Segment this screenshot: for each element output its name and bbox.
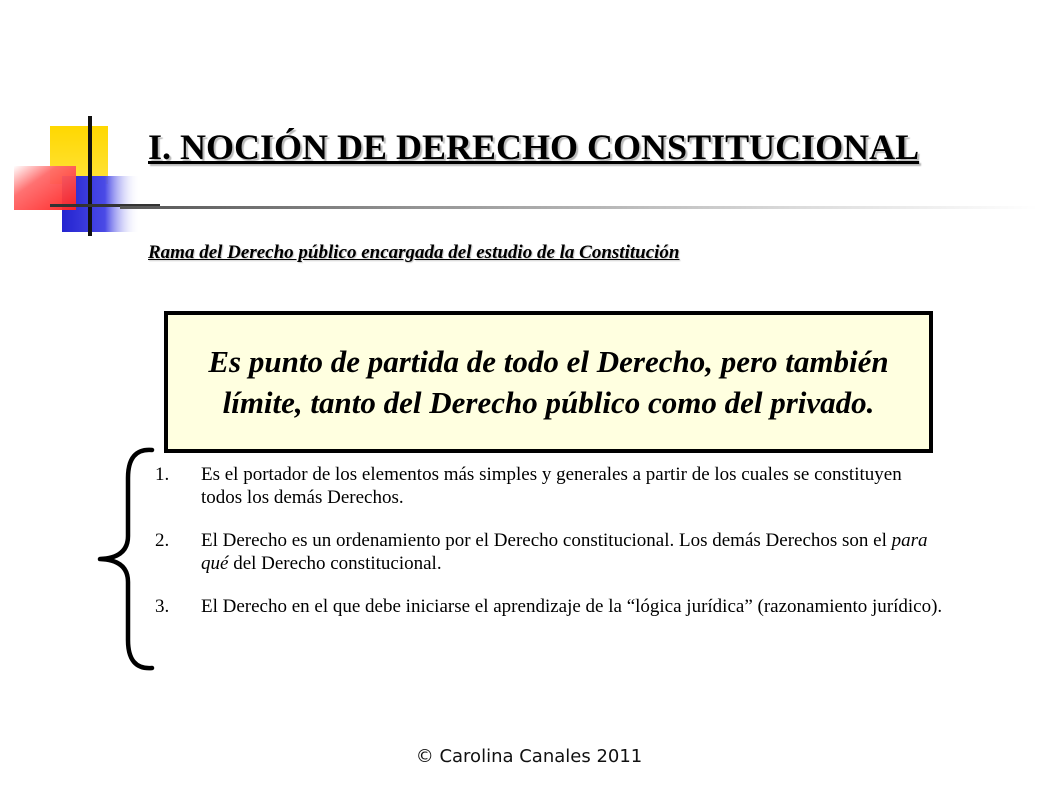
slide-subtitle: Rama del Derecho público encargada del estudio de la Constitución [148, 242, 680, 263]
characteristics-list [155, 463, 945, 638]
list-item-text: Es el portador de los elementos más simples y generales a partir de los cuales se constituyen todos los demás Derechos. [201, 464, 902, 508]
decor-red-square [14, 166, 76, 210]
list-item-text-after: del Derecho constitucional. [228, 553, 442, 574]
list-item [155, 463, 945, 509]
list-item-text: El Derecho en el que debe iniciarse el aprendizaje de la “lógica jurídica” (razonamiento jurídico). [201, 596, 943, 617]
callout-box [164, 311, 933, 453]
list-item-emphasis: para qué [201, 530, 928, 574]
decorative-squares-logo [0, 0, 160, 250]
list-item-number: 1. [155, 464, 170, 485]
list-item-number: 2. [155, 530, 170, 551]
list-item [155, 529, 945, 575]
decor-vertical-line [88, 116, 92, 236]
list-item [155, 595, 945, 618]
list-item-text-before: El Derecho es un ordenamiento por el Derecho constitucional. Los demás Derechos son el [201, 530, 892, 551]
title-divider [120, 206, 1038, 209]
list-item-text [201, 530, 928, 574]
left-brace-icon [88, 446, 158, 672]
callout-text: Es punto de partida de todo el Derecho, pero también límite, tanto del Derecho público como del privado. [208, 344, 889, 420]
slide-title: I. NOCIÓN DE DERECHO CONSTITUCIONAL [148, 127, 920, 167]
list-item-number: 3. [155, 596, 170, 617]
copyright-footer: © Carolina Canales 2011 [415, 746, 643, 767]
